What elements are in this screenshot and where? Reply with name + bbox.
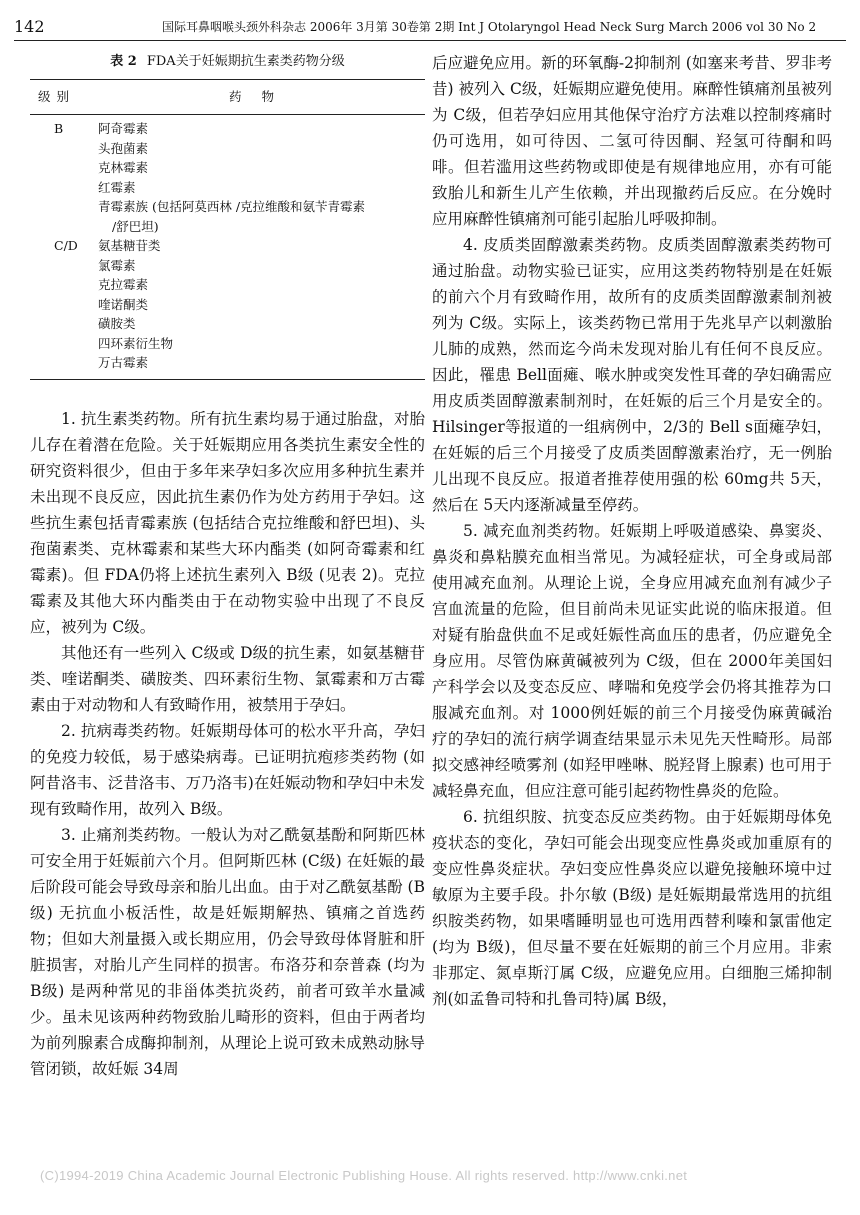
body-paragraph: 5. 减充血剂类药物。妊娠期上呼吸道感染、鼻窦炎、鼻炎和鼻粘膜充血相当常见。为减轻症状，可全身或局部使用减充血剂。从理论上说，全身应用减充血剂有减少子宫血流量的危险，但目前尚未见证实此说的临床报道。但对疑有胎盘供血不足或妊娠性高血压的患者，仍应避免全身应用。尽管伪麻黄碱被列为 C级，但在 2000年美国妇产科学会以及变态反应、哮喘和免疫学会仍将其推荐为口服减充血剂。对 1000例妊娠的前三个月接受伪麻黄碱治疗的孕妇的流行病学调查结果显示未见先天性畸形。局部拟交感神经喷雾剂 (如羟甲唑啉、脱羟肾上腺素) 也可用于减轻鼻充血，但应注意可能引起药物性鼻炎的危险。 — [432, 522, 832, 800]
grade-cell — [30, 197, 98, 217]
drug-cell: 克拉霉素 — [98, 277, 149, 292]
table-row — [30, 178, 425, 198]
table-row — [30, 295, 425, 315]
table-row — [30, 275, 425, 295]
table-label: 表 2 — [110, 54, 137, 69]
drug-cell: 氨基糖苷类 — [98, 238, 161, 253]
grade-cell — [30, 295, 98, 315]
body-paragraph: 4. 皮质类固醇激素类药物。皮质类固醇激素类药物可通过胎盘。动物实验已证实，应用这类药物特别是在妊娠的前六个月有致畸作用，故所有的皮质类固醇激素制剂被列为 C级。实际上，该类药物已常用于先兆早产以刺激胎儿肺的成熟，然而迄今尚未发现对胎儿有任何不良反应。因此，罹患 Bell面瘫、喉水肿或突发性耳聋的孕妇确需应用皮质类固醇激素制剂时，在妊娠的后三个月是安全的。Hilsinger等报道的一组病例中，2/3的 Bell s面瘫孕妇，在妊娠的后三个月接受了皮质类固醇激素治疗，无一例胎儿出现不良反应。报道者推荐使用强的松 60mg共 5天，然后在 5天内逐渐减量至停药。 — [432, 236, 832, 514]
drug-cell: 万古霉素 — [98, 355, 149, 370]
header-drug: 药物 — [228, 89, 294, 104]
drug-grade-table — [30, 79, 425, 380]
body-paragraph: 3. 止痛剂类药物。一般认为对乙酰氨基酚和阿斯匹林可安全用于妊娠前六个月。但阿斯匹林 (C级) 在妊娠的最后阶段可能会导致母亲和胎儿出血。由于对乙酰氨基酚 (B级) 无抗血小板活性，故是妊娠期解热、镇痛之首选药物；但如大剂量摄入或长期应用，仍会导致母体肾脏和肝脏损害，对胎儿产生同样的损害。布洛芬和奈普森 (均为 B级) 是两种常见的非甾体类抗炎药，前者可致羊水量减少。虽未见该两种药物致胎儿畸形的资料，但由于两者均为前列腺素合成酶抑制剂，从理论上说可致未成熟动脉导管闭锁，故妊娠 34周 — [30, 825, 425, 1078]
drug-cell: 喹诺酮类 — [98, 296, 149, 312]
drug-cell: 氯霉素 — [98, 257, 136, 273]
drug-cell: 磺胺类 — [98, 316, 136, 331]
table-row — [30, 197, 425, 217]
grade-cell — [30, 158, 98, 178]
page-header — [14, 14, 846, 41]
grade-cell — [30, 334, 98, 354]
table-caption — [30, 50, 425, 69]
body-paragraph: 6. 抗组织胺、抗变态反应类药物。由于妊娠期母体免疫状态的变化，孕妇可能会出现变应性鼻炎或加重原有的变应性鼻炎症状。孕妇变应性鼻炎应以避免接触环境中过敏原为主要手段。扑尔敏 (B级) 是妊娠期最常选用的抗组织胺类药物，如果嗜睡明显也可选用西替利嗪和氯雷他定 (均为 B级)，但尽量不要在妊娠期的前三个月应用。非索非那定、氮卓斯汀属 C级，应避免应用。白细胞三烯抑制剂(如孟鲁司特和扎鲁司特)属 B级， — [432, 808, 832, 1008]
table-row — [30, 256, 425, 276]
drug-cell: 红霉素 — [98, 179, 136, 195]
drug-cell: 四环素衍生物 — [98, 335, 174, 351]
grade-cell — [30, 314, 98, 334]
table-title: FDA关于妊娠期抗生素类药物分级 — [146, 54, 345, 69]
header-grade: 级别 — [38, 89, 76, 104]
table-header-row — [30, 80, 425, 115]
left-column — [30, 50, 425, 1082]
grade-cell — [30, 353, 98, 373]
grade-cell — [30, 217, 98, 237]
grade-cell: C/D — [54, 238, 78, 253]
drug-cell: /舒巴坦) — [112, 218, 159, 234]
body-paragraph: 后应避免应用。新的环氧酶-2抑制剂 (如塞来考昔、罗非考昔) 被列入 C级，妊娠期应避免使用。麻醉性镇痛剂虽被列为 C级，但若孕妇应用其他保守治疗方法难以控制疼痛时仍可选用，如可待因、二氢可待因酮、羟氢可待酮和吗啡。但若滥用这些药物或即使是有规律地应用，亦有可能致胎儿和新生儿产生依赖，并出现撤药后反应。在分娩时应用麻醉性镇痛剂可能引起胎儿呼吸抑制。 — [432, 54, 832, 228]
drug-cell: 青霉素族 (包括阿莫西林 /克拉维酸和氨苄青霉素 — [98, 199, 366, 214]
grade-cell — [30, 139, 98, 159]
grade-cell — [30, 256, 98, 276]
table-row — [30, 236, 425, 256]
table-row — [30, 353, 425, 373]
table-row — [30, 334, 425, 354]
body-paragraph: 2. 抗病毒类药物。妊娠期母体可的松水平升高，孕妇的免疫力较低，易于感染病毒。已证明抗疱疹类药物 (如阿昔洛韦、泛昔洛韦、万乃洛韦)在妊娠动物和孕妇中未发现有致畸作用，故列入 B级。 — [30, 721, 425, 818]
drug-cell: 头孢菌素 — [98, 140, 149, 156]
table-row — [30, 314, 425, 334]
drug-cell: 克林霉素 — [98, 160, 149, 175]
grade-cell — [30, 178, 98, 198]
table-row — [30, 217, 425, 237]
grade-cell — [30, 275, 98, 295]
table-row — [30, 158, 425, 178]
drug-cell: 阿奇霉素 — [98, 121, 149, 136]
page-number: 142 — [14, 17, 45, 36]
body-paragraph: 1. 抗生素类药物。所有抗生素均易于通过胎盘，对胎儿存在着潜在危险。关于妊娠期应用各类抗生素安全性的研究资料很少，但由于多年来孕妇多次应用多种抗生素并未出现不良反应，因此抗生素仍作为处方药用于孕妇。这些抗生素包括青霉素族 (包括结合克拉维酸和舒巴坦)、头孢菌素类、克林霉素和某些大环内酯类 (如阿奇霉素和红霉素)。但 FDA仍将上述抗生素列入 B级 (见表 2)。克拉霉素及其他大环内酯类由于在动物实验中出现了不良反应，被列为 C级。 — [30, 409, 425, 636]
table-row — [30, 139, 425, 159]
journal-running-title: 国际耳鼻咽喉头颈外科杂志 2006年 3月第 30卷第 2期 Int J Otolaryngol Head Neck Surg March 2006 vol 30 No 2 — [162, 20, 817, 34]
copyright-watermark: (C)1994-2019 China Academic Journal Electronic Publishing House. All rights reserved. http://www.cnki.net — [40, 1168, 688, 1183]
table-row — [30, 119, 425, 139]
left-text — [30, 406, 425, 1082]
body-paragraph: 其他还有一些列入 C级或 D级的抗生素，如氨基糖苷类、喹诺酮类、磺胺类、四环素衍生物、氯霉素和万古霉素由于对动物和人有致畸作用，被禁用于孕妇。 — [30, 643, 425, 714]
table-body — [30, 115, 425, 379]
grade-cell: B — [54, 121, 64, 136]
right-column — [432, 50, 832, 1012]
